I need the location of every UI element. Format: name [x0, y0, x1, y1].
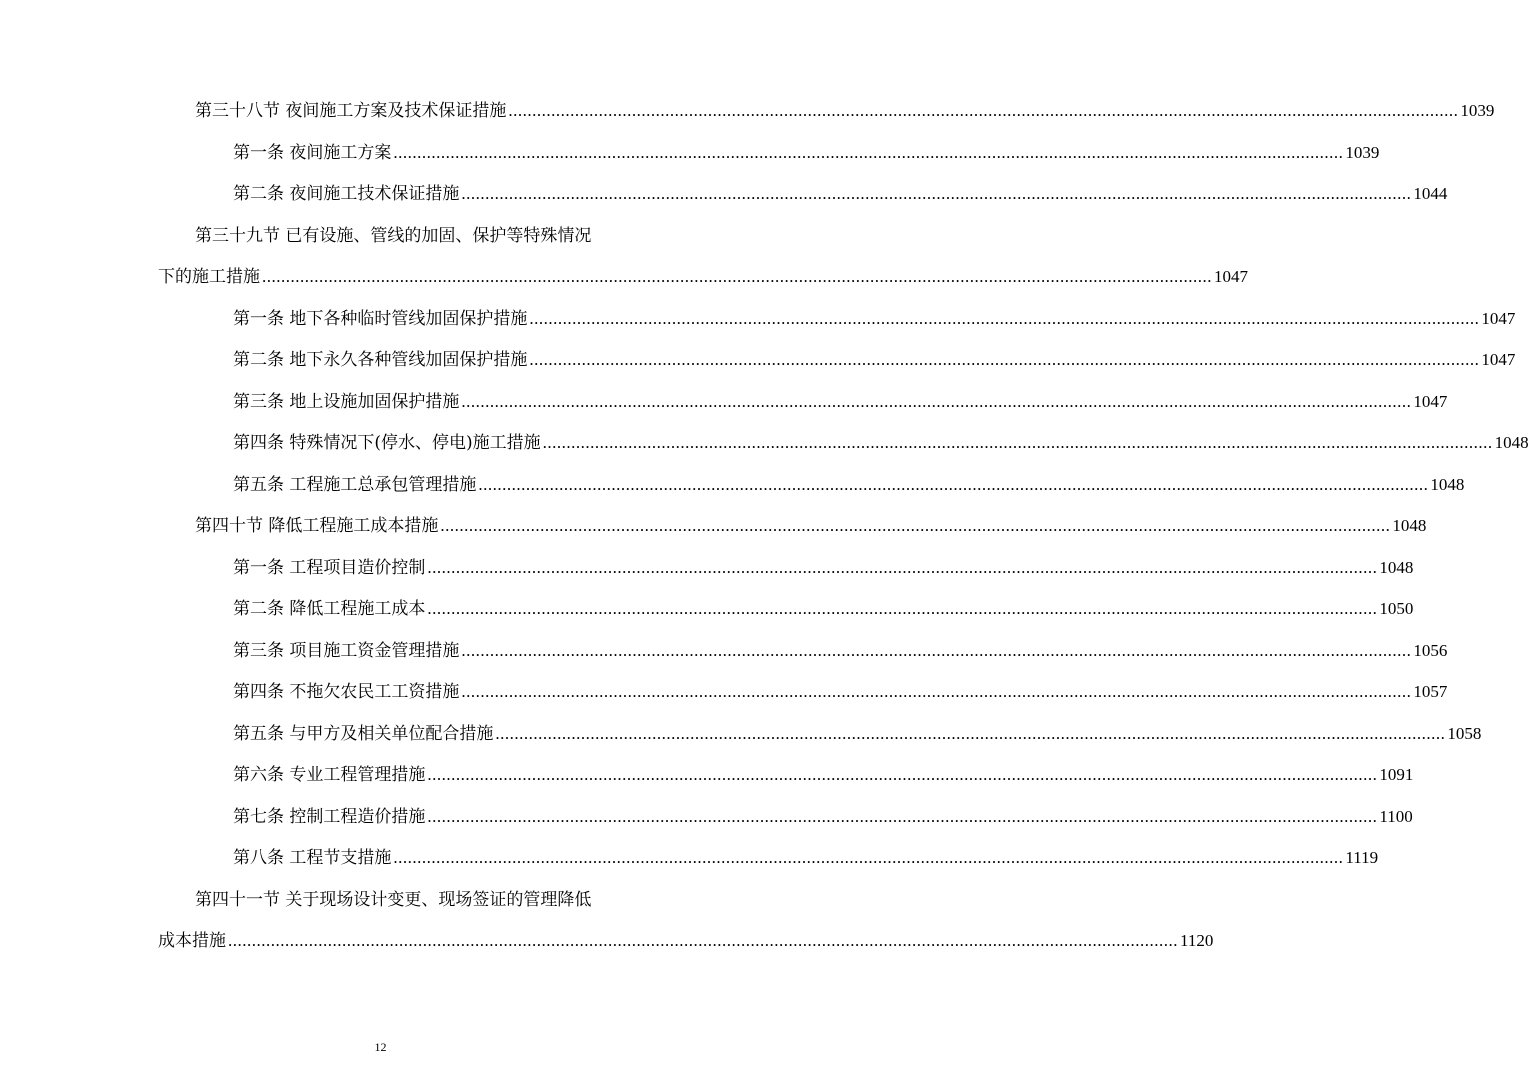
toc-entry-title: 第三条 项目施工资金管理措施	[233, 640, 460, 661]
toc-line[interactable]	[0, 545, 1414, 587]
toc-line[interactable]	[0, 337, 1516, 379]
toc-line[interactable]	[0, 877, 761, 919]
toc-entry-page: 1048	[1494, 433, 1529, 453]
toc-leader-dots: ........................................................................................................................................................................................................	[461, 184, 1412, 204]
toc-leader-dots: ........................................................................................................................................................................................................	[461, 391, 1412, 411]
toc-entry-title: 第四条 不拖欠农民工工资措施	[233, 682, 460, 703]
toc-entry-title: 第八条 工程节支措施	[233, 848, 392, 869]
toc-entry-title: 下的施工措施	[158, 267, 260, 288]
toc-entry-page: 1044	[1413, 184, 1448, 204]
toc-line[interactable]	[0, 420, 1529, 462]
toc-entry-page: 1039	[1345, 142, 1380, 162]
toc-entry-title: 第二条 地下永久各种管线加固保护措施	[233, 350, 528, 371]
toc-entry-title: 第五条 工程施工总承包管理措施	[233, 474, 477, 495]
toc-entry-title: 第一条 夜间施工方案	[233, 142, 392, 163]
toc-leader-dots: ........................................................................................................................................................................................................	[427, 765, 1378, 785]
toc-leader-dots: ........................................................................................................................................................................................................	[427, 599, 1378, 619]
toc-leader-dots: ........................................................................................................................................................................................................	[393, 848, 1344, 868]
toc-entry-page: 1120	[1180, 931, 1214, 951]
toc-entry[interactable]	[233, 553, 1414, 578]
toc-entry[interactable]	[233, 636, 1448, 661]
toc-line[interactable]	[0, 711, 1482, 753]
toc-leader-dots: ........................................................................................................................................................................................................	[478, 474, 1429, 494]
toc-entry-page: 1047	[1481, 350, 1516, 370]
toc-entry-page: 1048	[1430, 474, 1465, 494]
toc-entry[interactable]	[195, 885, 837, 910]
toc-entry-page: 1056	[1413, 640, 1448, 660]
toc-entry[interactable]	[233, 304, 1516, 329]
toc-entry[interactable]	[233, 843, 1379, 869]
toc-leader-dots: ........................................................................................................................................................................................................	[461, 640, 1412, 660]
toc-leader-dots: ........................................................................................................................................................................................................	[427, 806, 1378, 826]
toc-line[interactable]	[0, 628, 1448, 670]
toc-line[interactable]	[0, 918, 1214, 960]
toc-line[interactable]	[0, 171, 1448, 213]
toc-entry-page: 1048	[1379, 557, 1414, 577]
toc-leader-dots: ........................................................................................................................................................................................................	[508, 101, 1459, 121]
toc-entry-title: 第三十八节 夜间施工方案及技术保证措施	[195, 101, 507, 122]
toc-line[interactable]	[0, 503, 1427, 545]
toc-entry-page: 1048	[1392, 516, 1427, 536]
table-of-contents	[0, 88, 1529, 960]
toc-line[interactable]	[0, 379, 1448, 421]
toc-entry-page: 1047	[1214, 267, 1248, 287]
toc-entry[interactable]	[233, 470, 1465, 495]
toc-entry-page: 1091	[1379, 765, 1414, 785]
toc-entry-page: 1057	[1413, 682, 1448, 702]
toc-entry-title: 成本措施	[158, 931, 226, 952]
toc-line[interactable]	[0, 462, 1465, 504]
toc-leader-dots: ........................................................................................................................................................................................................	[461, 682, 1412, 702]
toc-leader-dots: ........................................................................................................................................................................................................	[495, 723, 1446, 743]
toc-entry-title: 第四十节 降低工程施工成本措施	[195, 516, 439, 537]
toc-entry[interactable]	[233, 345, 1516, 371]
toc-line[interactable]	[0, 88, 1495, 130]
toc-entry[interactable]	[233, 387, 1448, 412]
toc-leader-dots: ........................................................................................................................................................................................................	[529, 350, 1480, 370]
toc-entry-title: 第三十九节 已有设施、管线的加固、保护等特殊情况	[195, 225, 592, 246]
toc-leader-dots: ........................................................................................................................................................................................................	[427, 557, 1378, 577]
toc-entry-page: 1047	[1481, 308, 1516, 328]
toc-entry[interactable]	[233, 760, 1414, 786]
toc-entry[interactable]	[233, 677, 1448, 703]
toc-entry-page: 1047	[1413, 391, 1448, 411]
toc-line[interactable]	[0, 254, 1248, 296]
toc-entry-page: 1050	[1379, 599, 1414, 619]
toc-leader-dots: ........................................................................................................................................................................................................	[542, 433, 1493, 453]
toc-entry-title: 第一条 工程项目造价控制	[233, 557, 426, 578]
toc-line[interactable]	[0, 130, 1380, 172]
toc-entry-page: 1100	[1379, 806, 1413, 826]
toc-entry-title: 第四条 特殊情况下(停水、停电)施工措施	[233, 433, 541, 454]
toc-leader-dots: ........................................................................................................................................................................................................	[440, 516, 1391, 536]
page-number: 12	[374, 1040, 387, 1054]
toc-leader-dots: ........................................................................................................................................................................................................	[228, 931, 1178, 951]
toc-line[interactable]	[0, 752, 1414, 794]
toc-entry-title: 第四十一节 关于现场设计变更、现场签证的管理降低	[195, 889, 592, 910]
toc-entry[interactable]	[233, 719, 1482, 744]
toc-entry[interactable]	[233, 594, 1414, 620]
toc-entry-page: 1058	[1447, 723, 1482, 743]
toc-entry[interactable]	[233, 428, 1529, 454]
toc-entry-page: 1119	[1345, 848, 1379, 868]
toc-entry[interactable]	[195, 221, 837, 246]
toc-line[interactable]	[0, 669, 1448, 711]
toc-entry[interactable]	[195, 96, 1495, 122]
toc-leader-dots: ........................................................................................................................................................................................................	[393, 142, 1344, 162]
toc-entry-title: 第七条 控制工程造价措施	[233, 806, 426, 827]
toc-line[interactable]	[0, 213, 761, 255]
toc-line[interactable]	[0, 794, 1413, 836]
toc-entry-title: 第六条 专业工程管理措施	[233, 765, 426, 786]
toc-entry[interactable]	[233, 179, 1448, 205]
toc-entry[interactable]	[158, 262, 1248, 288]
toc-entry-title: 第二条 降低工程施工成本	[233, 599, 426, 620]
toc-entry[interactable]	[233, 802, 1413, 827]
toc-line[interactable]	[0, 835, 1379, 877]
toc-line[interactable]	[0, 296, 1516, 338]
toc-entry[interactable]	[195, 511, 1427, 537]
toc-entry-title: 第二条 夜间施工技术保证措施	[233, 184, 460, 205]
toc-entry-title: 第一条 地下各种临时管线加固保护措施	[233, 308, 528, 329]
toc-leader-dots: ........................................................................................................................................................................................................	[529, 308, 1480, 328]
toc-entry-title: 第三条 地上设施加固保护措施	[233, 391, 460, 412]
toc-line[interactable]	[0, 586, 1414, 628]
toc-entry-page: 1039	[1460, 101, 1495, 121]
toc-entry[interactable]	[158, 926, 1214, 952]
toc-leader-dots: ........................................................................................................................................................................................................	[262, 267, 1212, 287]
toc-entry-title: 第五条 与甲方及相关单位配合措施	[233, 723, 494, 744]
toc-entry[interactable]	[233, 138, 1380, 163]
